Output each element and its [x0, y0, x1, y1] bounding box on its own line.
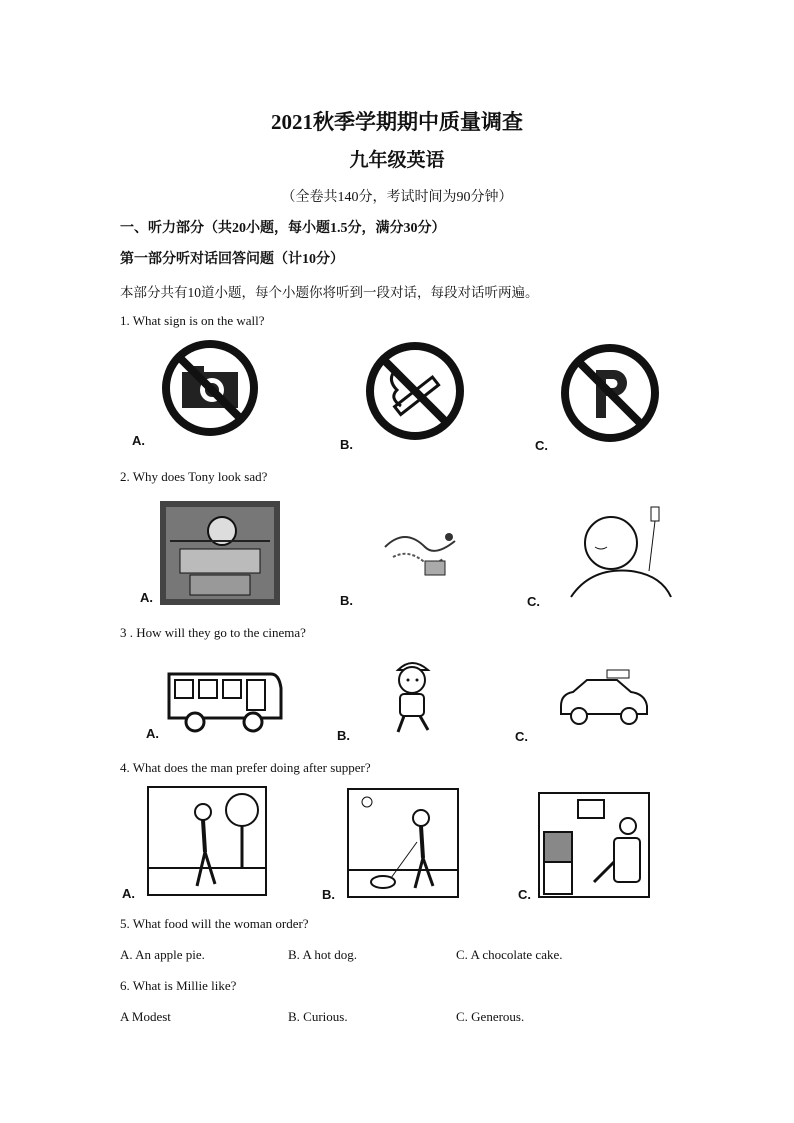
question-3-pictures — [120, 650, 680, 750]
question-4: 4. What does the man prefer doing after supper? — [120, 760, 371, 775]
question-6-option-c: C. Generous. — [456, 1009, 525, 1024]
walking-boy-icon — [382, 656, 442, 736]
section-heading: 一、听力部分（共20小题，每小题1.5分，满分30分） — [120, 221, 446, 236]
question-1: 1. What sign is on the wall? — [120, 313, 265, 328]
question-3: 3 . How will they go to the cinema? — [120, 625, 306, 640]
question-5: 5. What food will the woman order? — [120, 916, 309, 931]
question-6: 6. What is Millie like? — [120, 978, 237, 993]
question-1-pictures — [120, 338, 680, 458]
page-title: 2021秋季学期期中质量调查 — [271, 110, 523, 134]
exam-note: （全卷共140分，考试时间为90分钟） — [281, 190, 513, 205]
option-a-label: A. — [146, 726, 159, 741]
option-b-label: B. — [340, 593, 353, 608]
option-c-label: C. — [527, 594, 540, 609]
bus-icon — [165, 670, 287, 734]
messy-desk-icon — [160, 501, 280, 605]
option-b-label: B. — [322, 887, 335, 902]
instructions: 本部分共有10道小题，每个小题你将听到一段对话，每段对话听两遍。 — [120, 285, 539, 300]
option-b-label: B. — [337, 728, 350, 743]
option-b-label: B. — [340, 437, 353, 452]
question-5-option-b: B. A hot dog. — [288, 947, 357, 962]
taxi-icon — [555, 666, 651, 728]
question-5-option-c: C. A chocolate cake. — [456, 947, 563, 962]
option-a-label: A. — [132, 433, 145, 448]
walking-man-icon — [147, 786, 267, 896]
watching-tv-icon — [538, 792, 650, 898]
question-6-option-b: B. Curious. — [288, 1009, 348, 1024]
page-subtitle: 九年级英语 — [349, 150, 445, 171]
no-camera-icon — [160, 338, 260, 438]
option-c-label: C. — [518, 887, 531, 902]
question-6-option-a: A Modest — [120, 1009, 171, 1024]
dog-walking-icon — [347, 788, 459, 898]
question-2: 2. Why does Tony look sad? — [120, 469, 268, 484]
option-c-label: C. — [535, 438, 548, 453]
part-heading: 第一部分听对话回答问题（计10分） — [120, 252, 344, 267]
option-c-label: C. — [515, 729, 528, 744]
question-2-pictures — [120, 495, 680, 610]
no-parking-icon — [560, 342, 660, 444]
sick-person-icon — [565, 501, 675, 607]
question-5-option-a: A. An apple pie. — [120, 947, 205, 962]
option-a-label: A. — [140, 590, 153, 605]
option-a-label: A. — [122, 886, 135, 901]
question-4-pictures — [120, 786, 680, 906]
spilled-drink-icon — [375, 517, 465, 587]
no-smoking-icon — [365, 340, 465, 442]
